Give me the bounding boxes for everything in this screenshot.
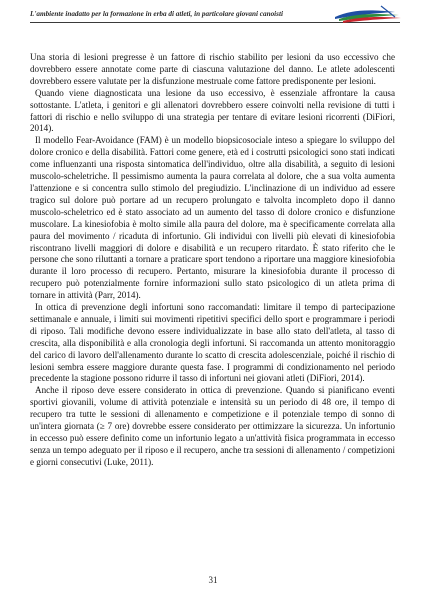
paragraph-5: Anche il riposo deve essere considerato in ottica di prevenzione. Quando si pianificano eventi sportivi giovanili, volume di attività potenziale e intensità su un periodo di 48 ore, il tempo di recupero tra tutte le sessioni di allenamento e competizione e il potenziale tempo di sonno di un'intera giornata (≥ 7 ore) dovrebbe essere considerato per ottimizzare la sicurezza. Un infortunio in eccesso può essere definito come un infortunio legato a un'attività fisica programmata in eccesso senza un tempo adeguato per il riposo e il recupero, anche tra sessioni di allenamento / competizioni e giorni consecutivi (Luke, 2011). <box>30 385 395 467</box>
paragraph-4: In ottica di prevenzione degli infortuni sono raccomandati: limitare il tempo di partecipazione settimanale e annuale, i limiti sui movimenti ripetitivi specifici dello sport e programmare i periodi di riposo. Tali modifiche devono essere individualizzate in base allo stato dell'atleta, al tasso di crescita, alla disponibilità e alla cronologia degli infortuni. Si raccomanda un attento monitoraggio del carico di lavoro dell'allenamento durante lo scatto di crescita adolescenziale, poiché il rischio di lesioni sembra essere maggiore durante questa fase. I programmi di condizionamento nel periodo precedente la stagione possono ridurre il tasso di infortuni nei giovani atleti (DiFiori, 2014). <box>30 302 395 384</box>
page-number: 31 <box>208 575 218 585</box>
paragraph-3: Il modello Fear-Avoidance (FAM) è un modello biopsicosociale inteso a spiegare lo sviluppo del dolore cronico e della disabilità. Fattori come genere, età ed i costrutti psicologici sono stati indicati come influenzanti una risposta sintomatica dell'individuo, oltre alla disabilità, a seguito di lesioni muscolo-scheletriche. Il pessimismo aumenta la paura correlata al dolore, che a sua volta aumenta l'attenzione e si concentra sullo stimolo del pregiudizio. L'inclinazione di un individuo ad essere tragico sul dolore può portare ad un recupero prolungato e talvolta incompleto dopo il danno muscolo-scheletrico ed è stato associato ad un aumento del tasso di dolore cronico e disfunzione muscolare. La kinesiofobia è molto simile alla paura del dolore, ma è specificamente correlata alla paura del movimento / ricaduta di infortunio. Gli individui con livelli più elevati di kinesiofobia riscontrano livelli maggiori di dolore e disabilità e un recupero ritardato. È stato riferito che le persone che sono riluttanti a tornare a praticare sport tendono a riportare una maggiore kinesiofobia durante il loro processo di recupero. Pertanto, misurare la kinesiofobia durante il processo di recupero può potenzialmente fornire informazioni sullo stato psicologico di un atleta prima di tornare in attività (Parr, 2014). <box>30 135 395 301</box>
paragraph-1: Una storia di lesioni pregresse è un fattore di rischio stabilito per lesioni da uso eccessivo che dovrebbero essere annotate come parte di ciascuna valutazione del danno. Le atlete adolescenti dovrebbero essere valutate per la disfunzione mestruale come fattore predisponente per lesioni. <box>30 52 395 86</box>
running-header: L'ambiente inadatto per la formazione in erba di atleti, in particolare giovani canoisti <box>30 10 283 18</box>
paragraph-2: Quando viene diagnosticata una lesione da uso eccessivo, è essenziale affrontare la causa sottostante. L'atleta, i genitori e gli allenatori dovrebbero essere coinvolti nella revisione di tutti i fattori di rischio e nello sviluppo di una strategia per tentare di evitare lesioni ricorrenti (DiFiori, 2014). <box>30 87 395 134</box>
body-text <box>30 52 395 469</box>
federation-logo-icon <box>333 4 403 24</box>
